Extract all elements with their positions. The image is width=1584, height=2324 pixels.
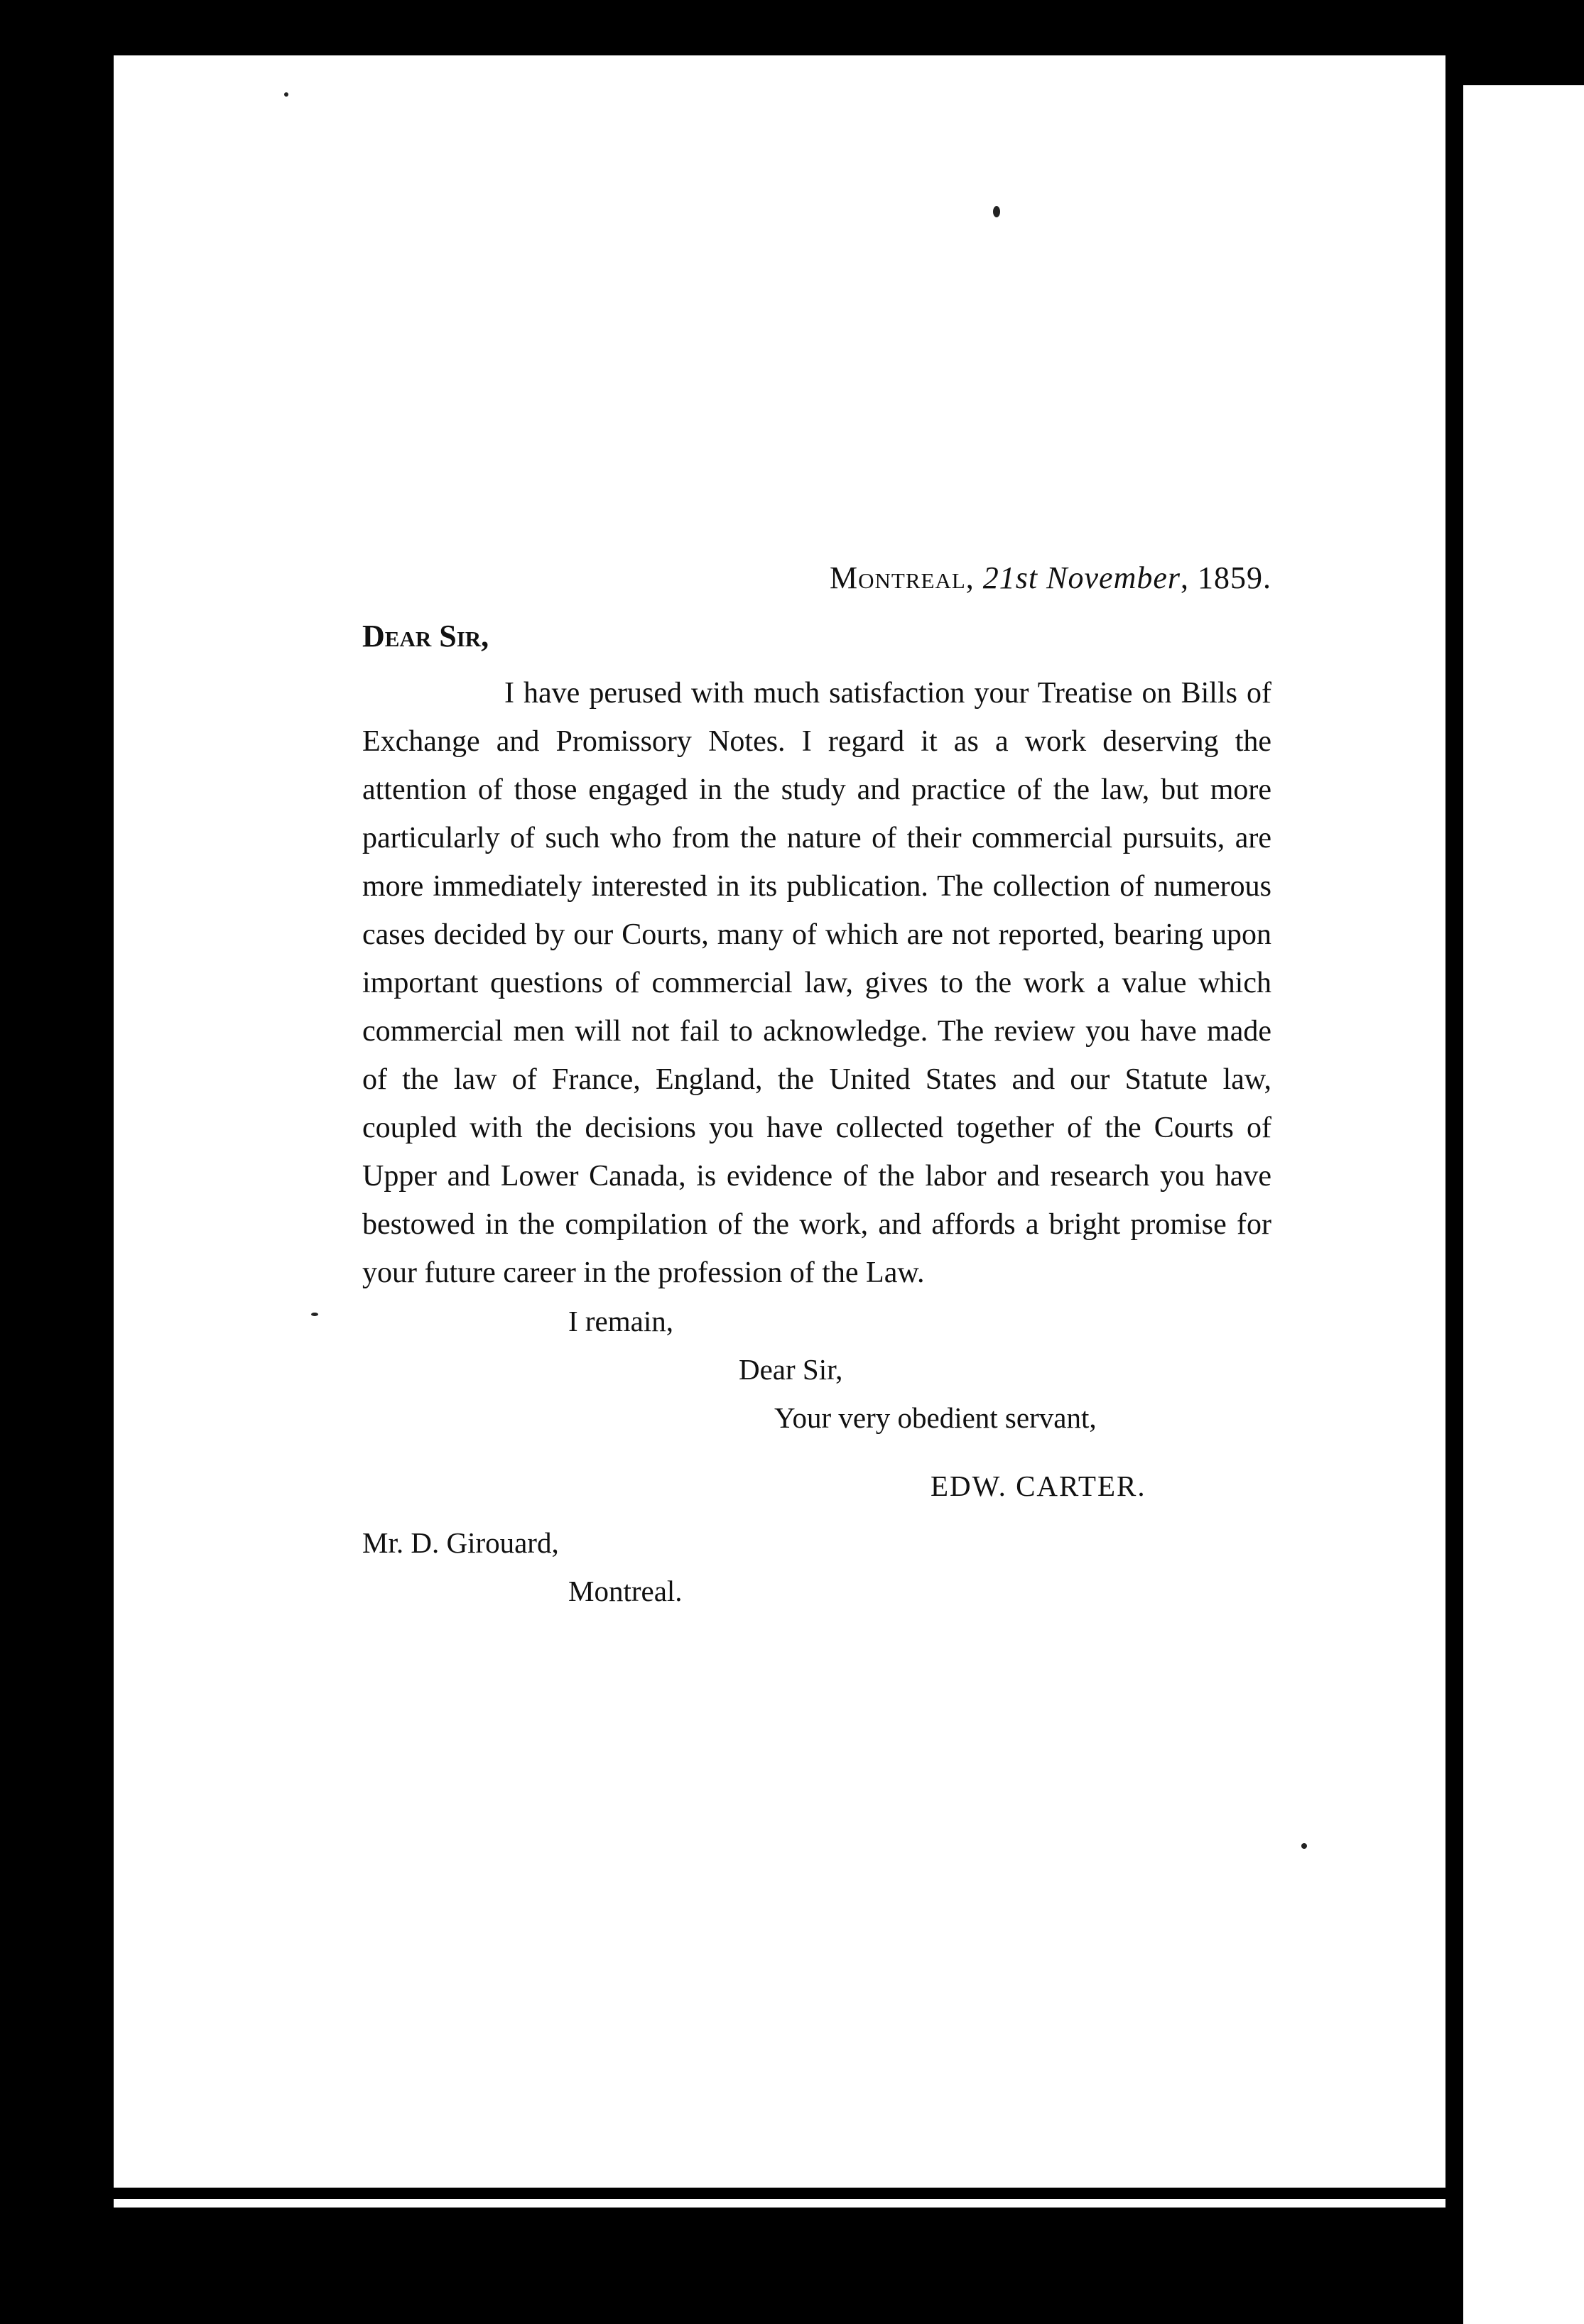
scan-speck <box>1301 1843 1307 1849</box>
closing-dear-sir: Dear Sir, <box>739 1353 843 1386</box>
adjacent-page-margin <box>1463 85 1584 2324</box>
letter-body: I have perused with much satisfaction your Treatise on Bills of Exchange and Promissory Notes. I regard it as a work deserving the attention of those engaged in the study and practice of the law, but more particularly of such who from the nature of their commercial pursuits, are more immediately interested in its publication. The collection of numerous cases decided by our Courts, many of which are not reported, bearing upon important questions of commercial law, gives to the work a value which commercial men will not fail to acknowledge. The review you have made of the law of France, England, the United States and our Statute law, coupled with the decisions you have collected together of the Courts of Upper and Lower Canada, is evidence of the labor and research you have bestowed in the compilation of the work, and affords a bright promise for your future career in the profession of the Law. <box>362 677 1271 1289</box>
page-edge-rule <box>1453 78 1462 2230</box>
date-day: 21st <box>982 560 1038 595</box>
date-year: 1859. <box>1198 560 1271 595</box>
scan-speck <box>993 206 1000 217</box>
addressee-city: Montreal. <box>568 1575 683 1607</box>
letter-salutation: Dear Sir, <box>362 619 489 653</box>
letter <box>362 554 1271 1615</box>
scan-speck <box>284 92 288 97</box>
addressee-name: Mr. D. Girouard, <box>362 1526 559 1559</box>
closing-servant: Your very obedient servant, <box>774 1401 1097 1434</box>
bottom-scan-border <box>43 2188 1453 2199</box>
signature: EDW. CARTER. <box>931 1470 1146 1502</box>
letter-dateline: Montreal, 21st November, 1859. <box>830 560 1271 595</box>
date-city: Montreal <box>830 560 966 595</box>
date-month: November <box>1046 560 1181 595</box>
scan-speck <box>311 1313 318 1316</box>
closing-remain: I remain, <box>568 1305 673 1337</box>
